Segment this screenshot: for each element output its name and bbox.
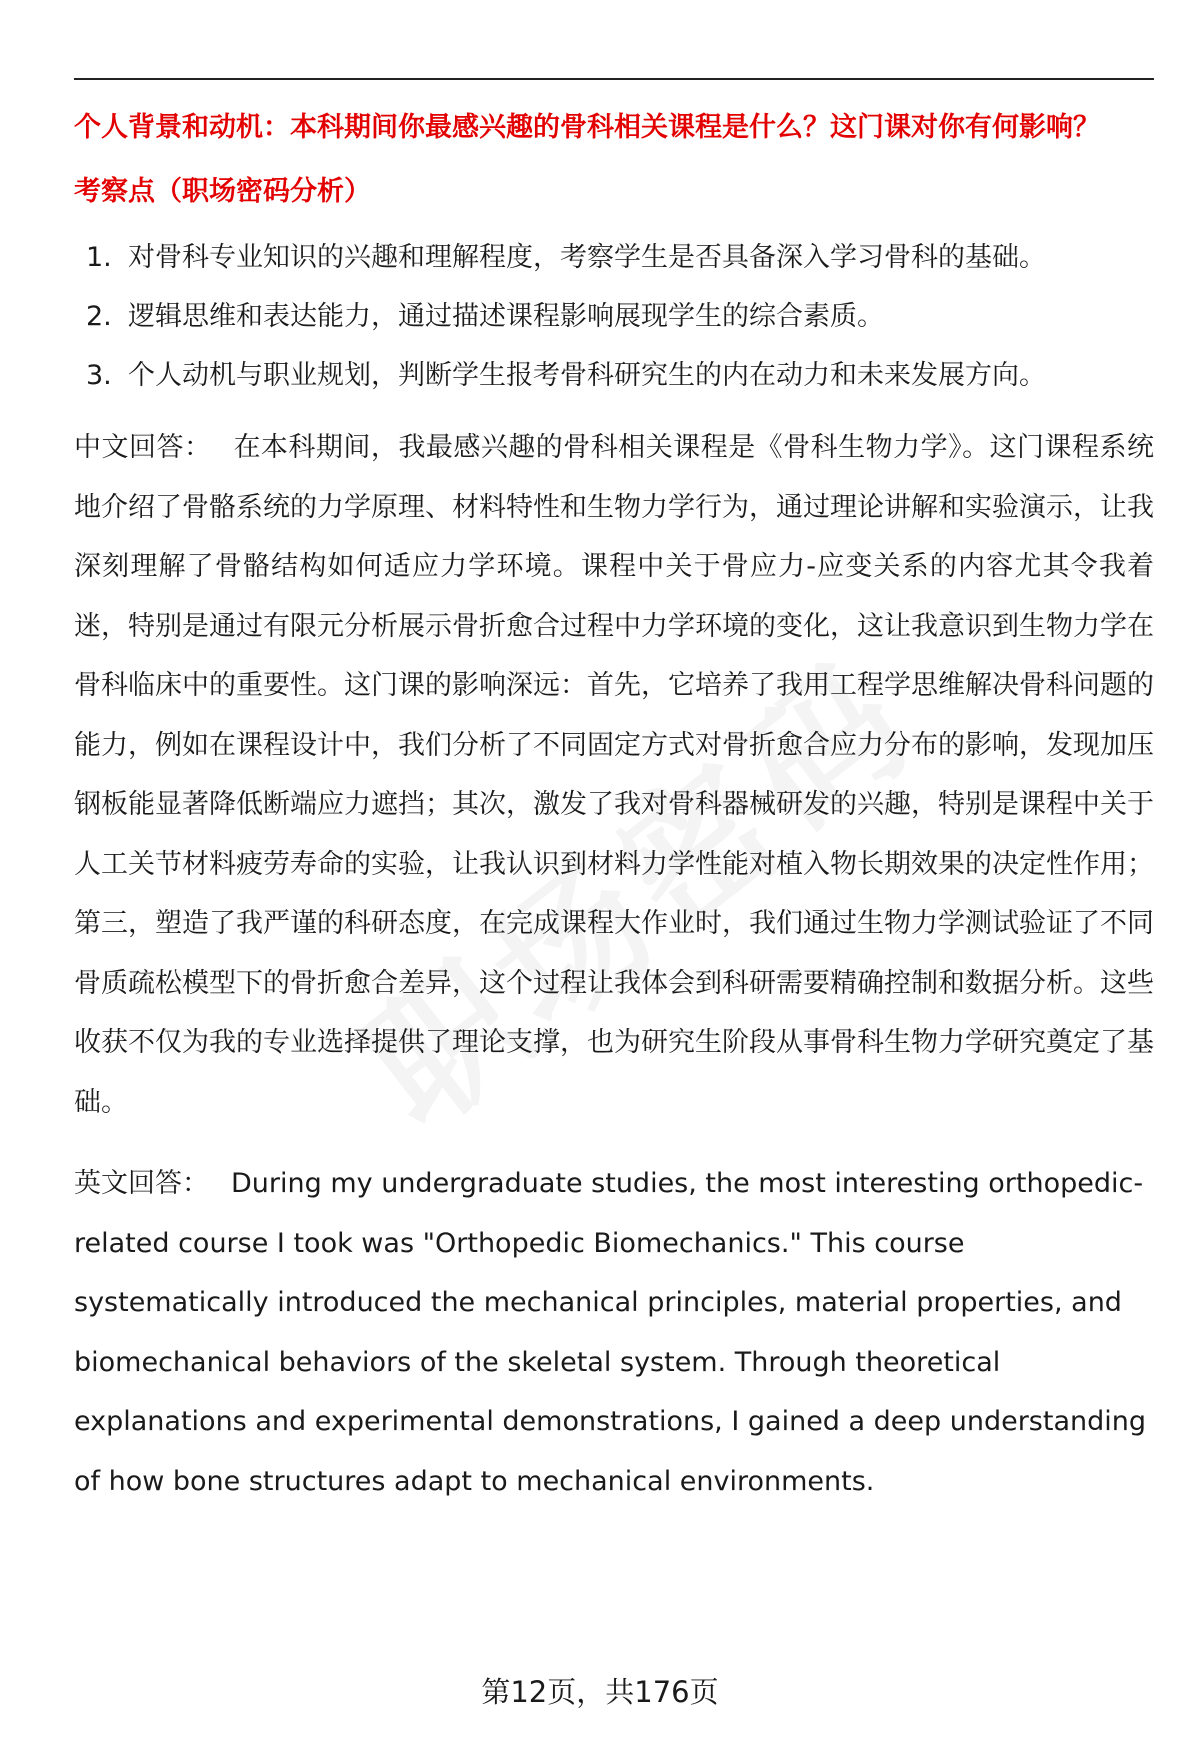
list-item-number: 3. <box>86 360 112 391</box>
list-item-text: 逻辑思维和表达能力，通过描述课程影响展现学生的综合素质。 <box>128 301 884 332</box>
english-answer-text: During my undergraduate studies, the most interesting orthopedic-related course I took was "Orthopedic Biomechanics." This course systematically introduced the mechanical principles, material properties, and biomechanical behaviors of the skeletal system. Through theoretical explanations and experimental demonstrations, I gained a deep understanding of how bone structures adapt to mechanical environments. <box>74 1168 1147 1497</box>
top-divider <box>74 78 1154 80</box>
exam-points-list <box>74 238 1154 396</box>
english-answer <box>74 1154 1154 1511</box>
question-heading: 个人背景和动机：本科期间你最感兴趣的骨科相关课程是什么？这门课对你有何影响？ <box>74 112 1100 143</box>
list-item <box>74 356 1154 396</box>
list-item-text: 对骨科专业知识的兴趣和理解程度，考察学生是否具备深入学习骨科的基础。 <box>128 242 1046 273</box>
list-item-text: 个人动机与职业规划，判断学生报考骨科研究生的内在动力和未来发展方向。 <box>128 360 1046 391</box>
list-item-number: 2. <box>86 301 112 332</box>
list-item <box>74 238 1154 278</box>
page-number-footer: 第12页，共176页 <box>481 1675 719 1709</box>
chinese-answer-label: 中文回答： <box>74 432 212 463</box>
english-answer-label: 英文回答： <box>74 1168 209 1199</box>
exam-points-heading: 考察点（职场密码分析） <box>74 176 371 207</box>
page-content <box>74 108 1154 1511</box>
list-item-number: 1. <box>86 242 112 273</box>
chinese-answer <box>74 418 1154 1132</box>
chinese-answer-text: 在本科期间，我最感兴趣的骨科相关课程是《骨科生物力学》。这门课程系统地介绍了骨骼系统的力学原理、材料特性和生物力学行为，通过理论讲解和实验演示，让我深刻理解了骨骼结构如何适应力学环境。课程中关于骨应力-应变关系的内容尤其令我着迷，特别是通过有限元分析展示骨折愈合过程中力学环境的变化，这让我意识到生物力学在骨科临床中的重要性。这门课的影响深远：首先，它培养了我用工程学思维解决骨科问题的能力，例如在课程设计中，我们分析了不同固定方式对骨折愈合应力分布的影响，发现加压钢板能显著降低断端应力遮挡；其次，激发了我对骨科器械研发的兴趣，特别是课程中关于人工关节材料疲劳寿命的实验，让我认识到材料力学性能对植入物长期效果的决定性作用；第三，塑造了我严谨的科研态度，在完成课程大作业时，我们通过生物力学测试验证了不同骨质疏松模型下的骨折愈合差异，这个过程让我体会到科研需要精确控制和数据分析。这些收获不仅为我的专业选择提供了理论支撑，也为研究生阶段从事骨科生物力学研究奠定了基础。 <box>74 432 1155 1118</box>
list-item <box>74 297 1154 337</box>
